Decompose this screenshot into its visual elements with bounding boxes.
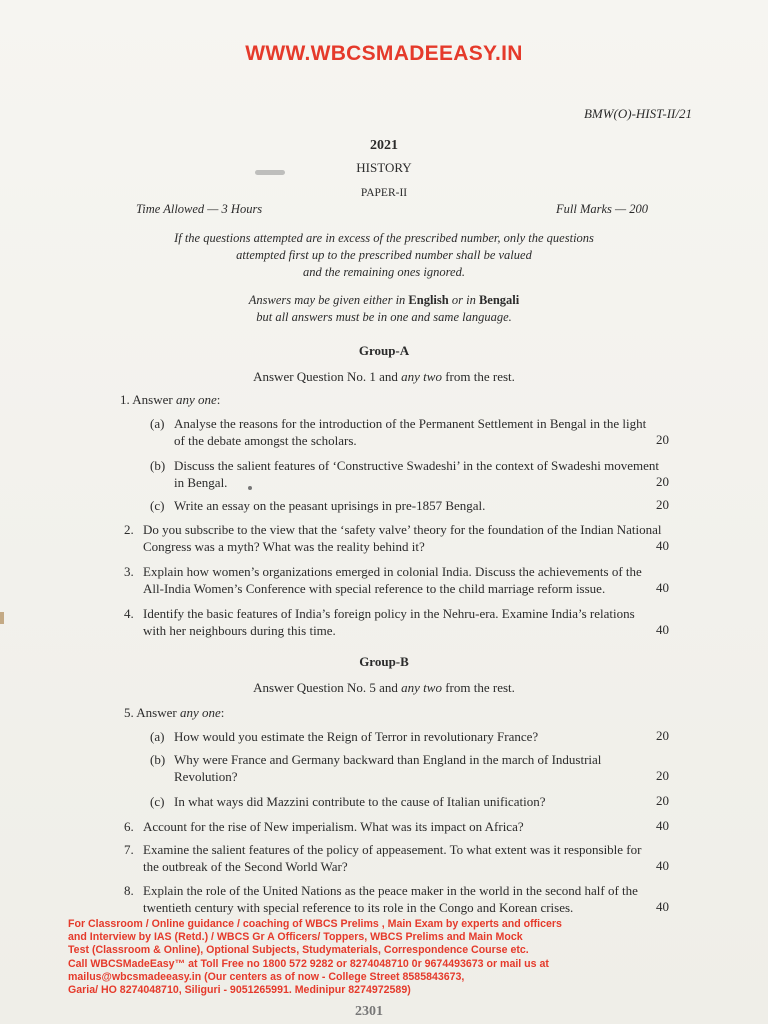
marks: 40 bbox=[656, 858, 669, 873]
marks: 20 bbox=[656, 793, 669, 808]
question-1: 1. Answer any one: bbox=[120, 392, 221, 407]
advert-line: and Interview by IAS (Retd.) / WBCS Gr A Officers/ Toppers, WBCS Prelims and Main Mock bbox=[68, 931, 523, 944]
question-5: 5. Answer any one: bbox=[124, 705, 225, 720]
advert-line: For Classroom / Online guidance / coaching of WBCS Prelims , Main Exam by experts and officers bbox=[68, 918, 562, 930]
option-text: Analyse the reasons for the introduction of the Permanent Settlement in Bengal in the light bbox=[174, 416, 647, 431]
question-number: 6. bbox=[124, 819, 134, 834]
question-text: Congress was a myth? What was the reality behind it? bbox=[143, 539, 425, 554]
option-label: (c) bbox=[150, 794, 165, 809]
page-number: 2301 bbox=[355, 1004, 383, 1019]
option-text: in Bengal. bbox=[174, 475, 228, 490]
option-text: In what ways did Mazzini contribute to the cause of Italian unification? bbox=[174, 794, 546, 809]
option-label: (c) bbox=[150, 498, 165, 513]
coaching-advertisement bbox=[68, 918, 628, 997]
advert-line: Test (Classroom & Online), Optional Subjects, Studymaterials, Correspondence Course etc. bbox=[68, 944, 529, 957]
question-text: with her neighbours during this time. bbox=[143, 623, 336, 638]
exam-year: 2021 bbox=[370, 138, 398, 153]
group-b-instruction: Answer Question No. 5 and any two from the rest. bbox=[253, 680, 515, 695]
option-text: Discuss the salient features of ‘Constructive Swadeshi’ in the context of Swadeshi movement bbox=[174, 458, 659, 473]
marks: 40 bbox=[656, 899, 669, 914]
marks: 40 bbox=[656, 622, 669, 637]
marks: 20 bbox=[656, 474, 669, 489]
instruction-line: and the remaining ones ignored. bbox=[303, 265, 465, 279]
option-label: (b) bbox=[150, 752, 166, 767]
marks: 20 bbox=[656, 432, 669, 447]
full-marks: Full Marks — 200 bbox=[555, 202, 648, 216]
question-text: Account for the rise of New imperialism. What was its impact on Africa? bbox=[143, 819, 524, 834]
instruction-line: but all answers must be in one and same language. bbox=[256, 310, 512, 324]
question-number: 7. bbox=[124, 842, 134, 857]
instruction-line: If the questions attempted are in excess of the prescribed number, only the questions bbox=[174, 231, 594, 245]
question-text: Explain how women’s organizations emerged in colonial India. Discuss the achievements of the bbox=[143, 564, 642, 579]
time-allowed: Time Allowed — 3 Hours bbox=[136, 202, 263, 216]
option-text: Revolution? bbox=[174, 769, 238, 784]
question-number: 4. bbox=[124, 606, 134, 621]
paper-code: BMW(O)-HIST-II/21 bbox=[583, 106, 692, 121]
option-label: (b) bbox=[150, 458, 166, 473]
advert-line[interactable]: Call WBCSMadeEasy™ at Toll Free no 1800 572 9282 or 8274048710 0r 9674493673 or mail us at bbox=[68, 957, 549, 970]
option-text: How would you estimate the Reign of Terror in revolutionary France? bbox=[174, 729, 539, 744]
website-header[interactable]: WWW.WBCSMADEEASY.IN bbox=[245, 42, 523, 65]
group-a-instruction: Answer Question No. 1 and any two from the rest. bbox=[253, 369, 515, 384]
question-text: Examine the salient features of the policy of appeasement. To what extent was it responsible for bbox=[143, 842, 642, 857]
marks: 20 bbox=[656, 497, 669, 512]
advert-line: Garia/ HO 8274048710, Siliguri - 9051265991. Medinipur 8274972589) bbox=[68, 984, 411, 997]
question-text: Identify the basic features of India’s foreign policy in the Nehru-era. Examine India’s relations bbox=[143, 606, 635, 621]
option-label: (a) bbox=[150, 416, 165, 431]
paper-number: PAPER-II bbox=[360, 187, 408, 199]
question-text: Explain the role of the United Nations as the peace maker in the world in the second half of the bbox=[143, 883, 638, 898]
option-text: Write an essay on the peasant uprisings in pre-1857 Bengal. bbox=[174, 498, 486, 513]
question-number: 2. bbox=[124, 522, 134, 537]
paper-edge-mark bbox=[0, 612, 4, 624]
question-number: 8. bbox=[124, 883, 134, 898]
subject-title: HISTORY bbox=[356, 160, 412, 175]
language-instruction: Answers may be given either in English or in Bengali bbox=[248, 293, 520, 307]
group-a-title: Group-A bbox=[358, 343, 410, 358]
instruction-line: attempted first up to the prescribed number shall be valued bbox=[236, 248, 532, 262]
ink-dot bbox=[248, 486, 252, 490]
marks: 40 bbox=[656, 538, 669, 553]
question-text: twentieth century with special reference to its role in the Congo and Korean crises. bbox=[143, 900, 574, 915]
advert-email-line[interactable]: mailus@wbcsmadeeasy.in (Our centers as of now - College Street 8585843673, bbox=[68, 970, 465, 983]
marks: 20 bbox=[656, 728, 669, 743]
question-text: the outbreak of the Second World War? bbox=[143, 859, 348, 874]
group-b-title: Group-B bbox=[359, 654, 409, 669]
question-text: All-India Women’s Conference with special reference to the child marriage reform issue. bbox=[143, 581, 606, 596]
option-text: of the debate amongst the scholars. bbox=[174, 433, 357, 448]
marks: 40 bbox=[656, 818, 669, 833]
question-number: 3. bbox=[124, 564, 134, 579]
question-text: Do you subscribe to the view that the ‘safety valve’ theory for the foundation of the Indian National bbox=[143, 522, 662, 537]
option-text: Why were France and Germany backward than England in the march of Industrial bbox=[174, 752, 602, 767]
option-label: (a) bbox=[150, 729, 165, 744]
marks: 40 bbox=[656, 580, 669, 595]
marks: 20 bbox=[656, 768, 669, 783]
